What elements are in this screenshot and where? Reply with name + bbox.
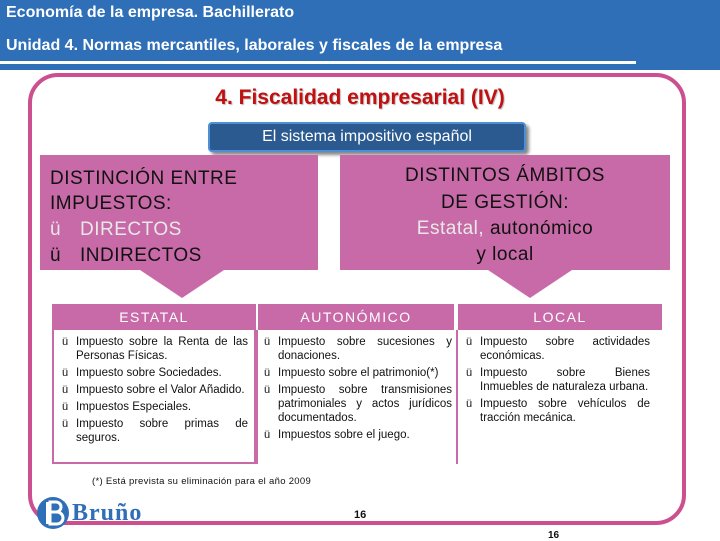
left-callout-arrow — [140, 270, 224, 298]
check-icon: ü — [50, 219, 62, 240]
list-estatal — [62, 335, 248, 448]
column-separator — [256, 330, 258, 464]
left-callout-line2: IMPUESTOS: — [50, 193, 172, 214]
list-item: ü Impuesto sobre Sociedades. — [62, 367, 222, 379]
column-heading-estatal: ESTATAL — [52, 304, 256, 330]
check-icon: ü — [264, 367, 271, 379]
column-heading-autonomico: AUTONÓMICO — [258, 304, 454, 330]
list-item: ü Impuesto sobre Bienes Inmuebles de naturaleza urbana. — [466, 367, 650, 393]
check-icon: ü — [264, 384, 271, 396]
page-number-secondary: 16 — [548, 530, 560, 541]
logo-text: Bruño — [72, 500, 143, 526]
list-item: ü Impuesto sobre actividades económicas. — [466, 336, 650, 362]
list-item: ü Impuesto sobre sucesiones y donaciones. — [264, 336, 452, 362]
slide-subtitle-box: El sistema impositivo español — [208, 122, 526, 152]
check-icon: ü — [264, 336, 271, 348]
list-item: ü Impuesto sobre primas de seguros. — [62, 418, 248, 444]
list-item: ü Impuestos sobre el juego. — [264, 429, 410, 441]
bruno-logo-icon — [36, 496, 70, 530]
autonomico-text: autonómico — [489, 218, 594, 239]
list-item: ü Impuesto sobre vehículos de tracción mecánica. — [466, 398, 650, 424]
item-directos-label: DIRECTOS — [80, 219, 182, 240]
column-heading-local: LOCAL — [458, 304, 662, 330]
right-callout-line4: y local — [476, 244, 534, 265]
list-item: ü Impuesto sobre transmisiones patrimoniales y actos jurídicos documentados. — [264, 384, 452, 424]
check-icon: ü — [466, 367, 473, 379]
check-icon: ü — [62, 336, 69, 348]
header-title: Economía de la empresa. Bachillerato — [6, 4, 295, 21]
list-local — [466, 335, 650, 428]
list-item: ü Impuesto sobre la Renta de las Personas Físicas. — [62, 336, 248, 362]
estatal-highlight: Estatal, — [416, 218, 485, 239]
check-icon: ü — [62, 384, 69, 396]
right-callout-line1: DISTINTOS ÁMBITOS — [405, 165, 605, 186]
header-subtitle: Unidad 4. Normas mercantiles, laborales y fiscales de la empresa — [6, 37, 503, 54]
check-icon: ü — [62, 418, 69, 430]
left-callout-line1: DISTINCIÓN ENTRE — [50, 168, 238, 189]
footnote: (*) Está prevista su eliminación para el año 2009 — [92, 476, 312, 487]
check-icon: ü — [264, 429, 271, 441]
check-icon: ü — [466, 398, 473, 410]
page-number: 16 — [354, 509, 367, 521]
list-autonomico — [264, 335, 452, 445]
list-item: ü Impuesto sobre el patrimonio(*) — [264, 367, 439, 379]
right-callout-line3 — [340, 216, 670, 241]
header-divider — [0, 61, 636, 64]
left-callout-item-indirectos — [50, 243, 202, 268]
item-indirectos-label: INDIRECTOS — [80, 245, 202, 266]
check-icon: ü — [62, 367, 69, 379]
check-icon: ü — [62, 401, 69, 413]
right-callout-arrow — [488, 270, 572, 298]
column-separator — [456, 330, 458, 464]
check-icon: ü — [50, 245, 62, 266]
right-callout-line2: DE GESTIÓN: — [441, 192, 569, 213]
list-item: ü Impuesto sobre el Valor Añadido. — [62, 384, 245, 396]
slide-title: 4. Fiscalidad empresarial (IV) — [215, 86, 505, 109]
list-item: ü Impuestos Especiales. — [62, 401, 192, 413]
left-callout-item-directos — [50, 217, 182, 242]
check-icon: ü — [466, 336, 473, 348]
